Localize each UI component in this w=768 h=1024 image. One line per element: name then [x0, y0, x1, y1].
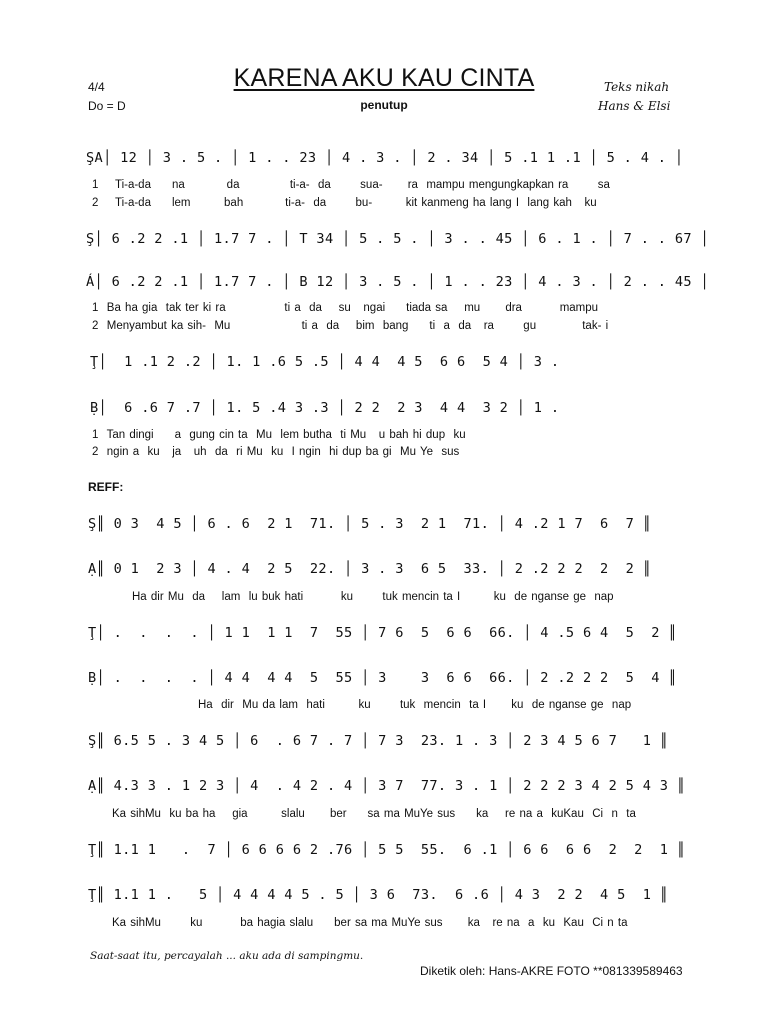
- refrain-lyric-2: Ha dir Mu da lam lu buk hati ku tuk mencin ta I ku de nganse ge nap: [132, 591, 614, 603]
- credit-line-1: Teks nikah: [604, 80, 670, 94]
- refrain-lyric-6: Ka sihMu ku ba ha gia slalu ber sa ma MuYe sus ka re na a kuKau Ci n ta: [112, 808, 636, 820]
- refrain-lyric-8: Ka sihMu ku ba hagia slalu ber sa ma MuYe sus ka re na a ku Kau Ci n ta: [112, 917, 628, 929]
- typed-by-credit: Diketik oleh: Hans-AKRE FOTO **081339589463: [420, 964, 683, 978]
- verse-lyric-5b: 2 ngin a ku ja uh da ri Mu ku I ngin hi dup ba gi Mu Ye sus: [92, 446, 460, 458]
- verse-notation-line-2: Ş│ 6 .2 2 .1 │ 1.7 7 . │ T 34 │ 5 . 5 . │ 3 . . 45 │ 6 . 1 . │ 7 . . 67 │: [86, 231, 709, 247]
- closing-quote: Saat-saat itu, percayalah ... aku ada di sampingmu.: [90, 950, 364, 962]
- refrain-notation-line-5: Ş║ 6.5 5 . 3 4 5 │ 6 . 6 7 . 7 │ 7 3 23. 1 . 3 │ 2 3 4 5 6 7 1 ║: [88, 733, 669, 749]
- song-title: KARENA AKU KAU CINTA: [233, 64, 535, 92]
- refrain-notation-line-7: Ţ║ 1.1 1 . 7 │ 6 6 6 6 2 .76 │ 5 5 55. 6 .1 │ 6 6 6 6 2 2 1 ║: [88, 842, 686, 858]
- verse-lyric-3b: 2 Menyambut ka sih- Mu ti a da bim bang ti a da ra gu tak- i: [92, 320, 609, 332]
- verse-lyric-3a: 1 Ba ha gia tak ter ki ra ti a da su ngai tiada sa mu dra mampu: [92, 302, 599, 314]
- verse-lyric-5a: 1 Tan dingi a gung cin ta Mu lem butha ti Mu u bah hi dup ku: [92, 429, 466, 441]
- verse-notation-line-3: Á│ 6 .2 2 .1 │ 1.7 7 . │ B 12 │ 3 . 5 . │ 1 . . 23 │ 4 . 3 . │ 2 . . 45 │: [86, 274, 709, 290]
- refrain-notation-line-6: Ạ║ 4.3 3 . 1 2 3 │ 4 . 4 2 . 4 │ 3 7 77. 3 . 1 │ 2 2 2 3 4 2 5 4 3 ║: [88, 778, 686, 794]
- refrain-notation-line-1: Ş║ 0 3 4 5 │ 6 . 6 2 1 71. │ 5 . 3 2 1 71. │ 4 .2 1 7 6 7 ║: [88, 516, 652, 532]
- time-signature: 4/4: [88, 80, 105, 94]
- refrain-label: REFF:: [88, 480, 124, 494]
- refrain-notation-line-8: Ţ║ 1.1 1 . 5 │ 4 4 4 4 5 . 5 │ 3 6 73. 6 .6 │ 4 3 2 2 4 5 1 ║: [88, 887, 669, 903]
- refrain-notation-line-3: Ţ│ . . . . │ 1 1 1 1 7 55 │ 7 6 5 6 6 66. │ 4 .5 6 4 5 2 ║: [88, 625, 677, 641]
- refrain-notation-line-2: Ạ║ 0 1 2 3 │ 4 . 4 2 5 22. │ 3 . 3 6 5 33. │ 2 .2 2 2 2 2 ║: [88, 561, 652, 577]
- verse-notation-line-1: ŞA│ 12 │ 3 . 5 . │ 1 . . 23 │ 4 . 3 . │ 2 . 34 │ 5 .1 1 .1 │ 5 . 4 . │: [86, 150, 684, 166]
- song-subtitle: penutup: [360, 98, 408, 112]
- credit-line-2: Hans & Elsi: [598, 99, 671, 113]
- key-signature: Do = D: [88, 99, 126, 113]
- verse-notation-line-5: Ḅ│ 6 .6 7 .7 │ 1. 5 .4 3 .3 │ 2 2 2 3 4 4 3 2 │ 1 .: [90, 400, 560, 416]
- verse-lyric-1a: 1 Ti-a-da na da ti-a- da sua- ra mampu mengungkapkan ra sa: [92, 179, 610, 191]
- verse-lyric-1b: 2 Ti-a-da lem bah ti-a- da bu- kit kanmeng ha lang I lang kah ku: [92, 197, 597, 209]
- verse-notation-line-4: Ţ│ 1 .1 2 .2 │ 1. 1 .6 5 .5 │ 4 4 4 5 6 6 5 4 │ 3 .: [90, 354, 560, 370]
- refrain-lyric-4: Ha dir Mu da lam hati ku tuk mencin ta I ku de nganse ge nap: [198, 699, 632, 711]
- refrain-notation-line-4: Ḅ│ . . . . │ 4 4 4 4 5 55 │ 3 3 6 6 66. │ 2 .2 2 2 5 4 ║: [88, 670, 677, 686]
